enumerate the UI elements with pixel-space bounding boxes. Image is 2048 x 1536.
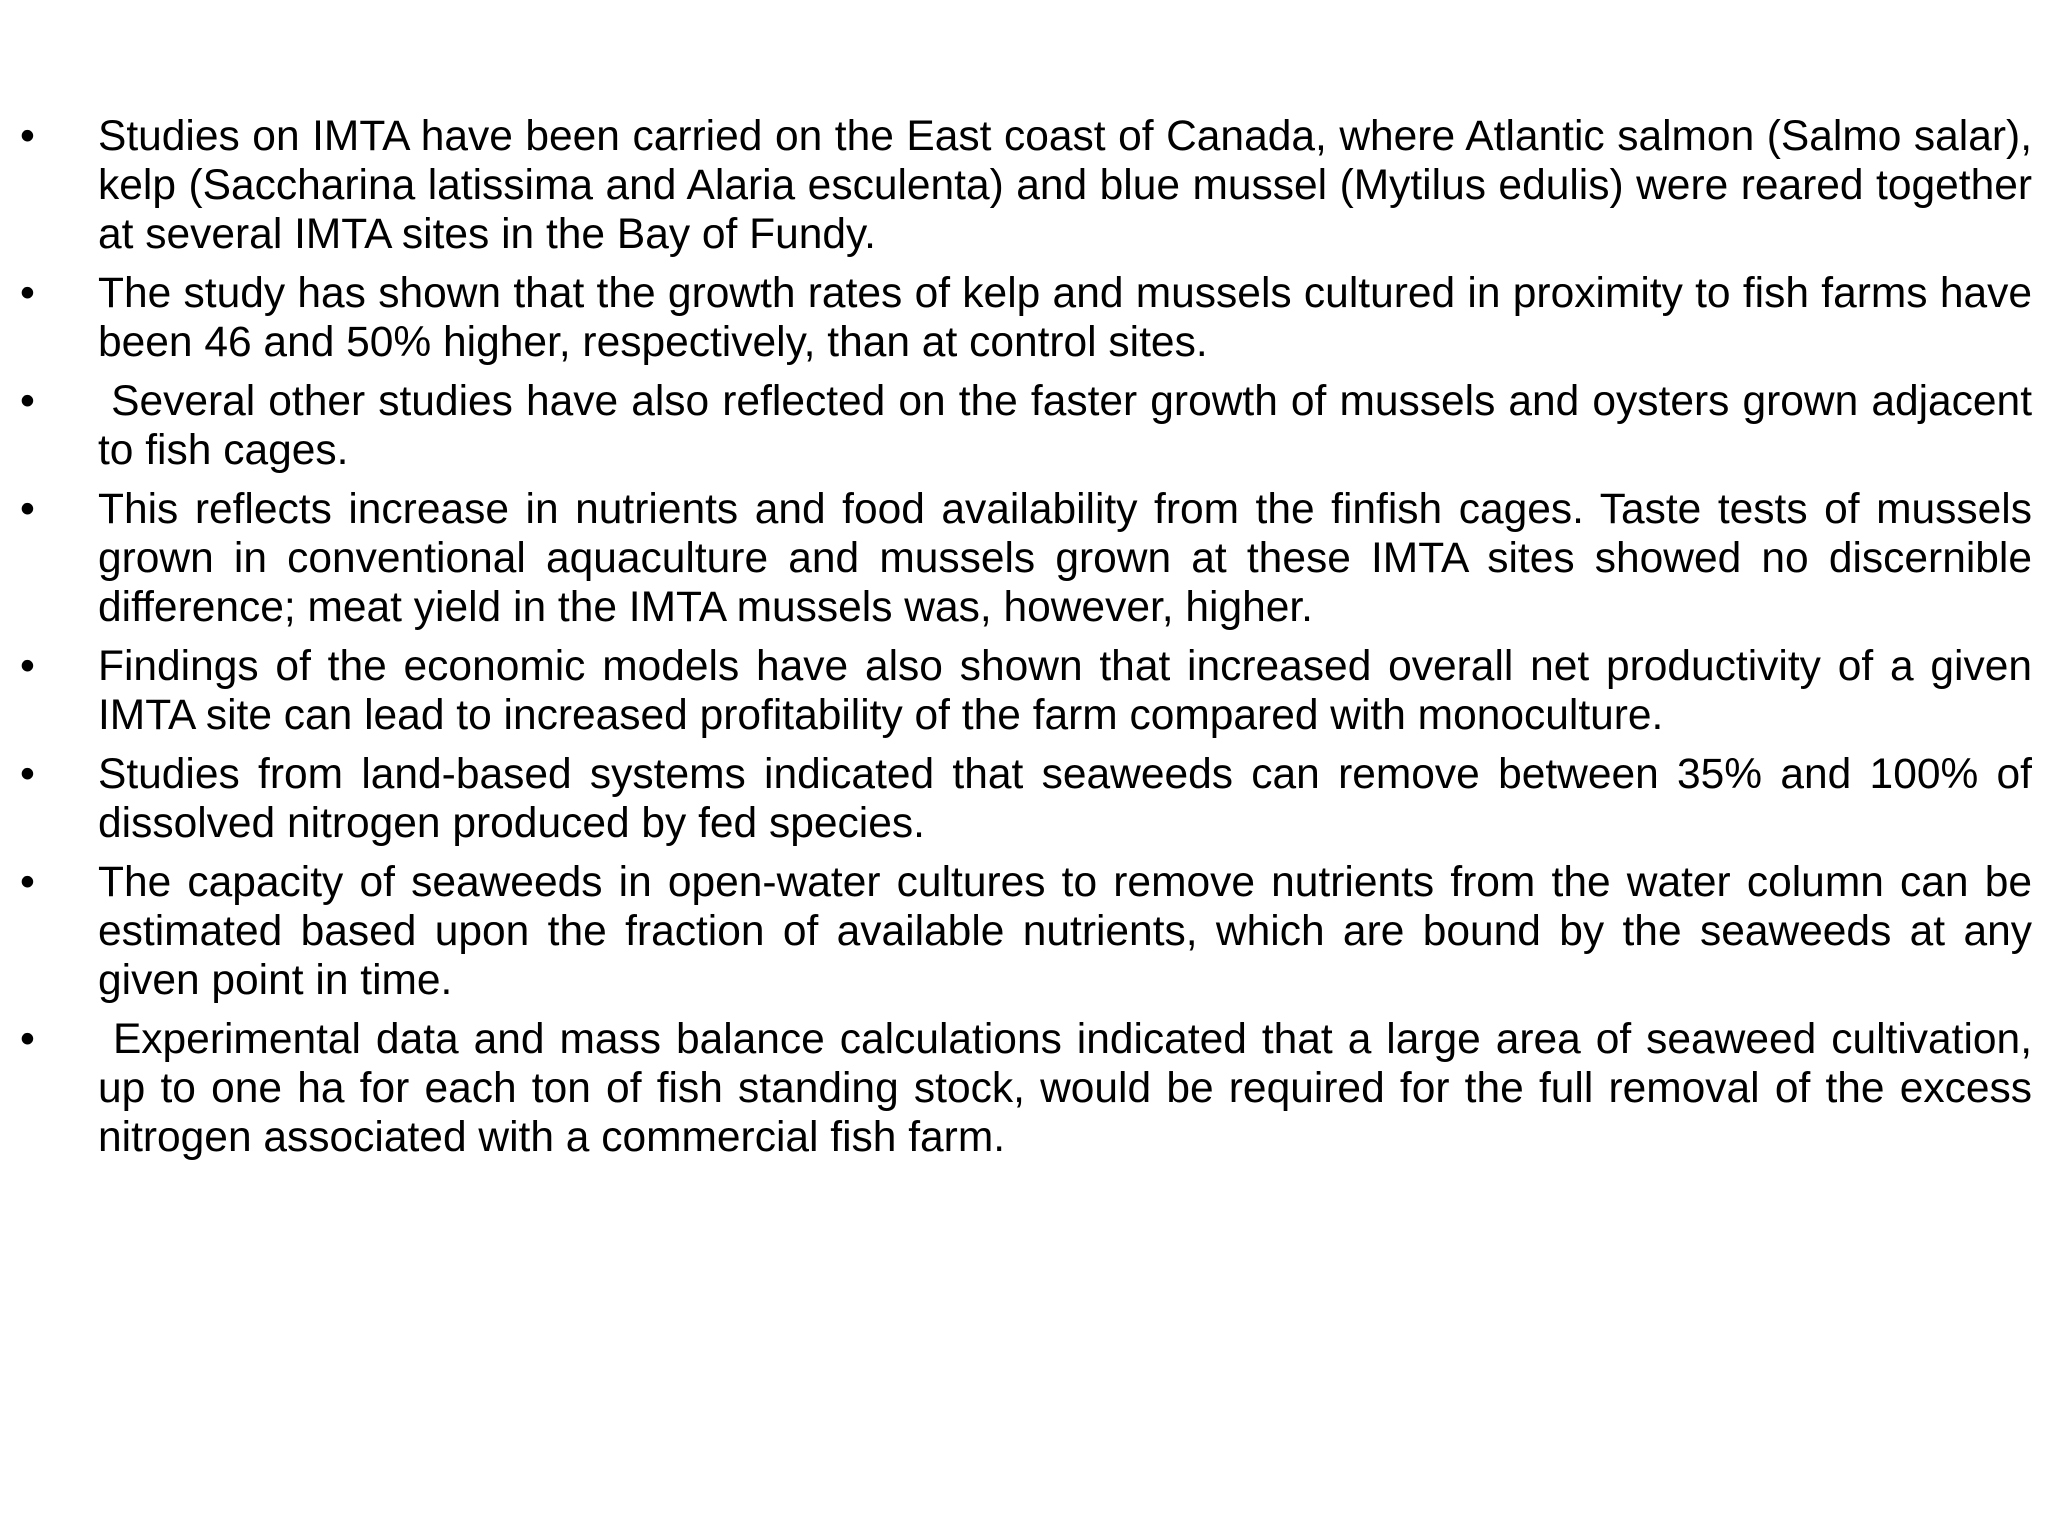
bullet-list xyxy=(20,112,2032,1172)
bullet-text: Experimental data and mass balance calculations indicated that a large area of seaweed cultivation, up to one ha for each ton of fish standing stock, would be required for the full removal of the excess nitrogen associated with a commercial fish farm. xyxy=(98,1016,2032,1161)
bullet-item-6 xyxy=(20,750,2032,848)
bullet-icon: • xyxy=(20,1016,35,1063)
bullet-icon: • xyxy=(20,643,35,690)
bullet-text: This reflects increase in nutrients and food availability from the finfish cages. Taste tests of mussels grown in conventional aquaculture and mussels grown at these IMTA sites showed no discernible difference; meat yield in the IMTA mussels was, however, higher. xyxy=(98,486,2032,631)
bullet-item-3 xyxy=(20,377,2032,475)
bullet-icon: • xyxy=(20,270,35,317)
bullet-item-7 xyxy=(20,858,2032,1005)
bullet-text: The study has shown that the growth rates of kelp and mussels cultured in proximity to fish farms have been 46 and 50% higher, respectively, than at control sites. xyxy=(98,270,2032,366)
bullet-text: Studies from land-based systems indicated that seaweeds can remove between 35% and 100% of dissolved nitrogen produced by fed species. xyxy=(98,751,2032,847)
bullet-text: The capacity of seaweeds in open-water cultures to remove nutrients from the water column can be estimated based upon the fraction of available nutrients, which are bound by the seaweeds at any given point in time. xyxy=(98,859,2032,1004)
bullet-icon: • xyxy=(20,378,35,425)
bullet-icon: • xyxy=(20,486,35,533)
bullet-text: Studies on IMTA have been carried on the East coast of Canada, where Atlantic salmon (Salmo salar), kelp (Saccharina latissima and Alaria esculenta) and blue mussel (Mytilus edulis) were reared together at several IMTA sites in the Bay of Fundy. xyxy=(98,113,2032,258)
bullet-icon: • xyxy=(20,113,35,160)
bullet-icon: • xyxy=(20,859,35,906)
bullet-item-1 xyxy=(20,112,2032,259)
bullet-icon: • xyxy=(20,751,35,798)
bullet-text: Findings of the economic models have also shown that increased overall net productivity of a given IMTA site can lead to increased profitability of the farm compared with monoculture. xyxy=(98,643,2032,739)
bullet-text: Several other studies have also reflected on the faster growth of mussels and oysters grown adjacent to fish cages. xyxy=(98,378,2032,474)
bullet-item-5 xyxy=(20,642,2032,740)
bullet-item-2 xyxy=(20,269,2032,367)
bullet-item-8 xyxy=(20,1015,2032,1162)
bullet-item-4 xyxy=(20,485,2032,632)
